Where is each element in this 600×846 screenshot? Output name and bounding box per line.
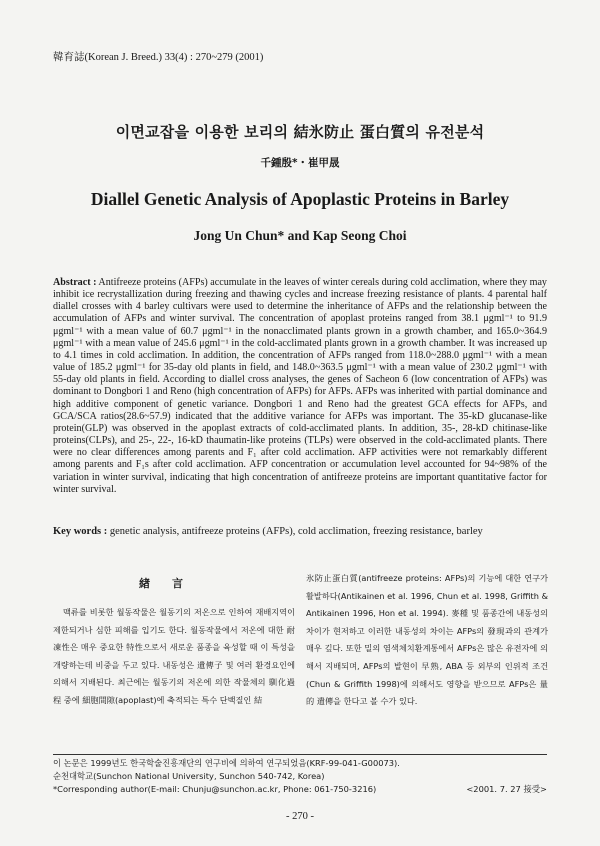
authors-english: Jong Un Chun* and Kap Seong Choi <box>193 228 407 243</box>
footnote-corresponding-author: *Corresponding author(E-mail: Chunju@sunchon.ac.kr, Phone: 061-750-3216) <box>53 784 377 794</box>
abstract <box>53 277 547 496</box>
abstract-label: Abstract : <box>53 277 97 288</box>
authors-korean: 千鍾殷*・崔甲晟 <box>260 157 340 169</box>
page-number: - 270 - <box>286 811 314 822</box>
footnote-funding: 이 논문은 1999년도 한국학술진흥재단의 연구비에 의하여 연구되었음(KRF-99-041-G00073). <box>53 758 400 768</box>
body-column-left: 맥류를 비롯한 월동작물은 월동기의 저온으로 인하여 재배지역이 제한되거나 심한 피해를 입기도 한다. 월동작물에서 저온에 대한 耐凍性은 매우 중요한 特性으로서 새로운 품종을 육성할 때 이 특성을 개량하는데 비중을 두고 있다. 내동성은 遺傳子 및 여러 환경요인에 의해서 지배된다. 최근에는 월동기의 저온에 의한 작물체의 馴化過程 중에 細胞間隙(apoplast)에 축적되는 특수 단백질인 結 <box>53 607 295 705</box>
journal-reference: 韓育誌(Korean J. Breed.) 33(4) : 270~279 (2001) <box>53 52 264 63</box>
title-korean: 이면교잡을 이용한 보리의 結氷防止 蛋白質의 유전분석 <box>115 123 485 141</box>
keywords-text: genetic analysis, antifreeze proteins (AFPs), cold acclimation, freezing resistance, barley <box>107 526 483 537</box>
received-date: <2001. 7. 27 接受> <box>466 784 547 794</box>
footnotes <box>53 757 547 796</box>
section-heading-introduction: 緖言 <box>139 577 205 590</box>
footnote-divider <box>53 754 547 755</box>
keywords <box>53 526 547 537</box>
abstract-text: Antifreeze proteins (AFPs) accumulate in the leaves of winter cereals during cold acclimation, where they may inhibit ice recrystallization during freezing and thawing cycles and increase freezing resistance of plants. 4 parental half diallel crosses with 4 barley cultivars were used to determine the inheritance of AFPs and the relationship between the accumulation of AFPs and winter survival. The concentration of apoplast proteins ranged from 38.1 μgml⁻¹ to 91.9 μgml⁻¹ with a mean value of 60.7 μgml⁻¹ in the nonacclimated plants grown in a growth chamber, and 165.0~364.9 μgml⁻¹ with a mean value of 245.6 μgml⁻¹ in the cold-acclimated plants grown in a growth chamber. It was increased up to 4.1 times in cold acclimation. In addition, the concentration of AFPs ranged from 118.0~288.0 μgml⁻¹ with a mean value of 185.2 μgml⁻¹ for 35-day old plants in field, and 148.0~363.5 μgml⁻¹ with a mean value of 230.2 μgml⁻¹ with 55-day old plants in field. According to diallel cross analyses, the genes of Sacheon 6 (low concentration of AFPs) was dominant to Dongbori 1 and Reno (high concentration of AFPs) for AFPs. AFPs was inherited with partial dominance and high additive component of genetic variance. Dongbori 1 and Reno had the greatest GCA effects for AFPs, and GCA/SCA ratios(28.6~57.9) indicated that the additive variance for AFPs was important. The 35-kD glucanase-like protein(GLP) was observed in the apoplast extracts of cold-acclimated plants. In addition, 35-, 28-kD chitinase-like proteins(CLPs), and 25-, 22-, 16-kD thaumatin-like proteins (TLPs) were observed in the cold-acclimated plants. There were no clear differences among parents and F₁ after cold acclimation. AFP activities were not remarkably different among parents and F₁s after cold acclimation. AFP concentration or accumulation level accounted for 94~98% of the variation in winter survival, indicating that high concentration of antifreeze proteins are important quantitative factor for winter survival. <box>53 277 547 495</box>
body-column-right: 氷防止蛋白質(antifreeze proteins: AFPs)의 기능에 대한 연구가 활발하다(Antikainen et al. 1996, Chun et al. 1998, Griffith & Antikainen 1996, Hon et al. 1994). 麥種 및 품종간에 내동성의 차이가 현저하고 이러한 내동성의 차이는 AFPs의 發現과의 관계가 매우 깊다. 또한 밀의 염색체치환계통에서 AFPs은 많은 유전자에 의해서 지배되며, AFPs의 발현이 早熟, ABA 등 외부의 인위적 조건 (Chun & Griffith 1998)에 의해서도 영향을 받으므로 AFPs은 量的 遺傳을 한다고 볼 수가 있다. <box>306 573 548 707</box>
keywords-label: Key words : <box>53 526 108 537</box>
title-english: Diallel Genetic Analysis of Apoplastic Proteins in Barley <box>90 189 510 209</box>
footnote-affiliation: 순천대학교(Sunchon National University, Sunchon 540-742, Korea) <box>53 771 325 781</box>
